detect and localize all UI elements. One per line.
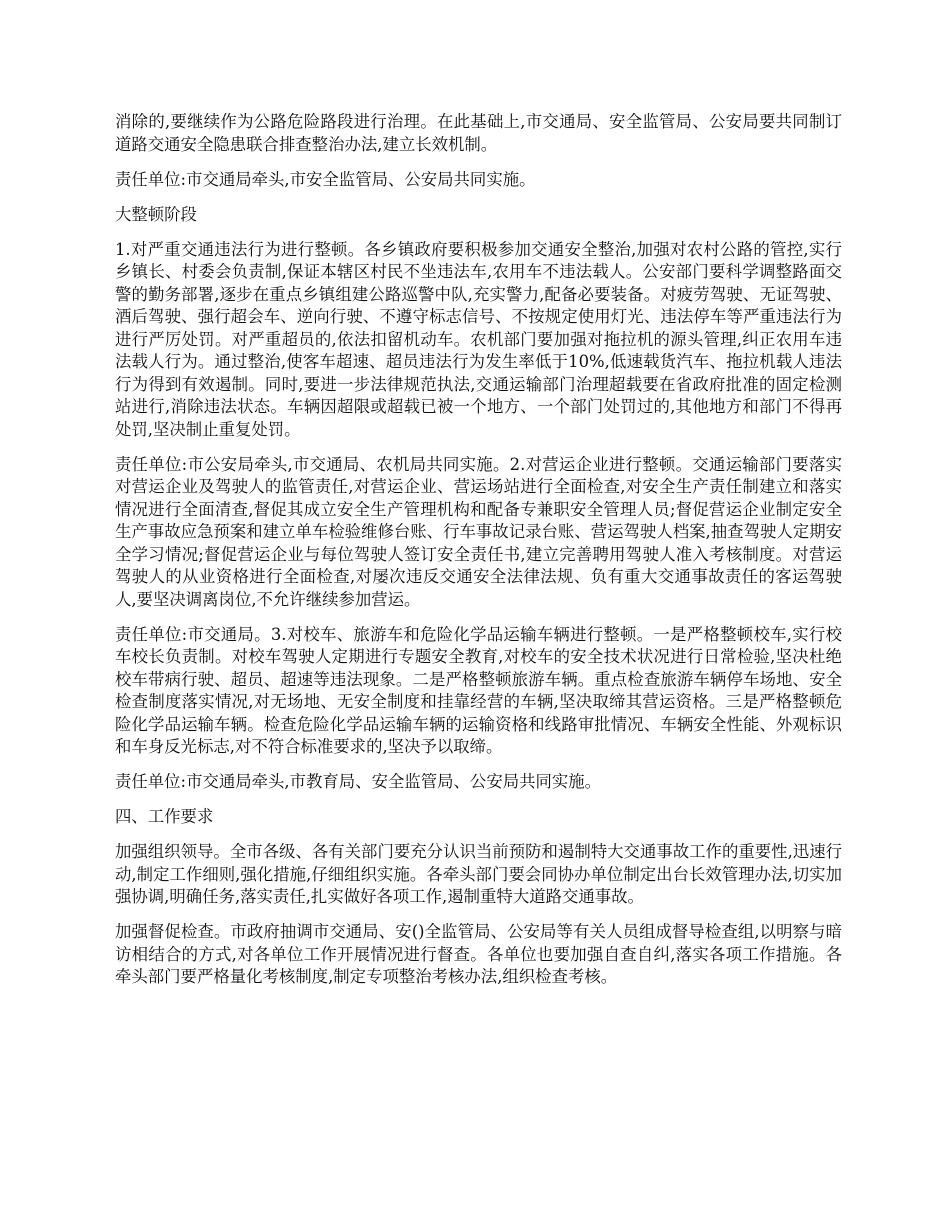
paragraph-responsible-1: 责任单位:市交通局牵头,市安全监管局、公安局共同实施。 xyxy=(115,169,536,189)
document-body xyxy=(115,111,842,1001)
paragraph-item-3: 责任单位:市交通局。3.对校车、旅游车和危险化学品运输车辆进行整顿。一是严格整顿校车,实行校车校长负责制。对校车驾驶人定期进行专题安全教育,对校车的安全技术状况进行日常检验,坚决杜绝校车带病行驶、超员、超速等违法现象。二是严格整顿旅游车辆。重点检查旅游车辆停车场地、安全检查制度落实情况,对无场地、无安全制度和挂靠经营的车辆,坚决取缔其营运资格。三是严格整顿危险化学品运输车辆。检查危险化学品运输车辆的运输资格和线路审批情况、车辆安全性能、外观标识和车身反光标志,对不符合标准要求的,坚决予以取缔。 xyxy=(115,624,842,756)
paragraph-supervision: 加强督促检查。市政府抽调市交通局、安()全监管局、公安局等有关人员组成督导检查组,以明察与暗访相结合的方式,对各单位工作开展情况进行督查。各单位也要加强自查自纠,落实各项工作措施。各牵头部门要严格量化考核制度,制定专项整治考核办法,组织检查考核。 xyxy=(115,922,842,986)
section-heading-requirements: 四、工作要求 xyxy=(115,807,214,826)
paragraph-intro: 消除的,要继续作为公路危险路段进行治理。在此基础上,市交通局、安全监管局、公安局要共同制订道路交通安全隐患联合排查整治办法,建立长效机制。 xyxy=(115,112,842,154)
paragraph-item-1: 1.对严重交通违法行为进行整顿。各乡镇政府要积极参加交通安全整治,加强对农村公路的管控,实行乡镇长、村委会负责制,保证本辖区村民不坐违法车,农用车不违法载人。公安部门要科学调整路面交警的勤务部署,逐步在重点乡镇组建公路巡警中队,充实警力,配备必要装备。对疲劳驾驶、无证驾驶、酒后驾驶、强行超会车、逆向行驶、不遵守标志信号、不按规定使用灯光、违法停车等严重违法行为进行严厉处罚。对严重超员的,依法扣留机动车。农机部门要加强对拖拉机的源头管理,纠正农用车违法载人行为。通过整治,使客车超速、超员违法行为发生率低于10%,低速载货汽车、拖拉机载人违法行为得到有效遏制。同时,要进一步法律规范执法,交通运输部门治理超载要在省政府批准的固定检测站进行,消除违法状态。车辆因超限或超载已被一个地方、一个部门处罚过的,其他地方和部门不得再处罚,坚决制止重复处罚。 xyxy=(115,239,842,439)
paragraph-leadership: 加强组织领导。全市各级、各有关部门要充分认识当前预防和遏制特大交通事故工作的重要性,迅速行动,制定工作细则,强化措施,仔细组织实施。各牵头部门要会同协办单位制定出台长效管理办法,切实加强协调,明确任务,落实责任,扎实做好各项工作,遏制重特大道路交通事故。 xyxy=(115,842,842,906)
paragraph-item-2: 责任单位:市公安局牵头,市交通局、农机局共同实施。2.对营运企业进行整顿。交通运输部门要落实对营运企业及驾驶人的监管责任,对营运企业、营运场站进行全面检查,对安全生产责任制建立和落实情况进行全面清查,督促其成立安全生产管理机构和配备专兼职安全管理人员;督促营运企业制定安全生产事故应急预案和建立单车检验维修台账、行车事故记录台账、营运驾驶人档案,抽查驾驶人定期安全学习情况;督促营运企业与每位驾驶人签订安全责任书,建立完善聘用驾驶人准入考核制度。对营运驾驶人的从业资格进行全面检查,对屡次违反交通安全法律法规、负有重大交通事故责任的客运驾驶人,要坚决调离岗位,不允许继续参加营运。 xyxy=(115,454,842,609)
section-heading-rectification: 大整顿阶段 xyxy=(115,204,197,224)
paragraph-responsible-3: 责任单位:市交通局牵头,市教育局、安全监管局、公安局共同实施。 xyxy=(115,772,602,791)
